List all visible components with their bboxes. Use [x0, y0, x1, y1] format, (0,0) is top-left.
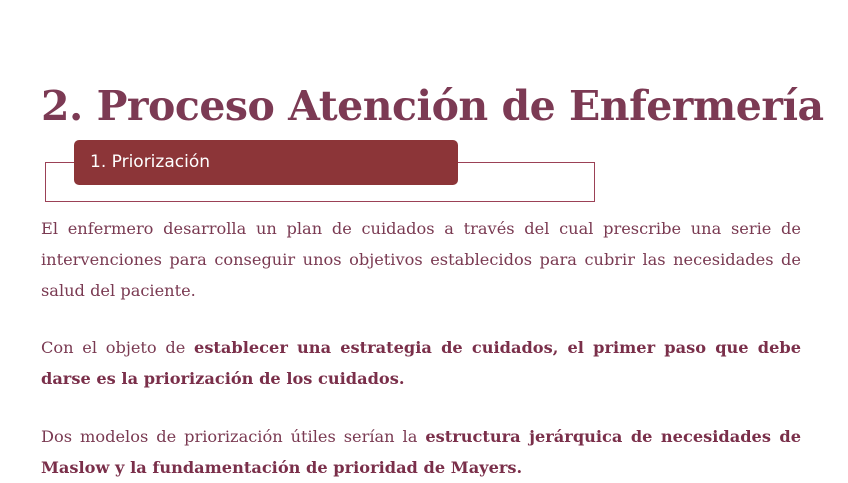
section-frame-top-right-border [457, 162, 595, 163]
paragraph-modelos [41, 421, 801, 483]
paragraph-plan-de-cuidados [41, 213, 801, 306]
section-frame-top-left-border [45, 162, 75, 163]
paragraph-estrategia [41, 332, 801, 394]
section-label-box [74, 140, 458, 185]
paragraph-2-plain: Con el objeto de [41, 338, 195, 357]
page-title: 2. Proceso Atención de Enfermería [41, 82, 824, 130]
section-label-text: 1. Priorización [90, 151, 210, 172]
paragraph-3-bold: estructura jerárquica de necesidades de Maslow y la fundamentación de prioridad de Mayers. [41, 427, 801, 477]
paragraph-3-plain: Dos modelos de priorización útiles serían la [41, 427, 426, 446]
paragraph-1-text: El enfermero desarrolla un plan de cuidados a través del cual prescribe una serie de intervenciones para conseguir unos objetivos establecidos para cubrir las necesidades de salud del paciente. [41, 219, 801, 300]
paragraph-2-bold: establecer una estrategia de cuidados, el primer paso que debe darse es la priorización de los cuidados. [41, 338, 802, 388]
